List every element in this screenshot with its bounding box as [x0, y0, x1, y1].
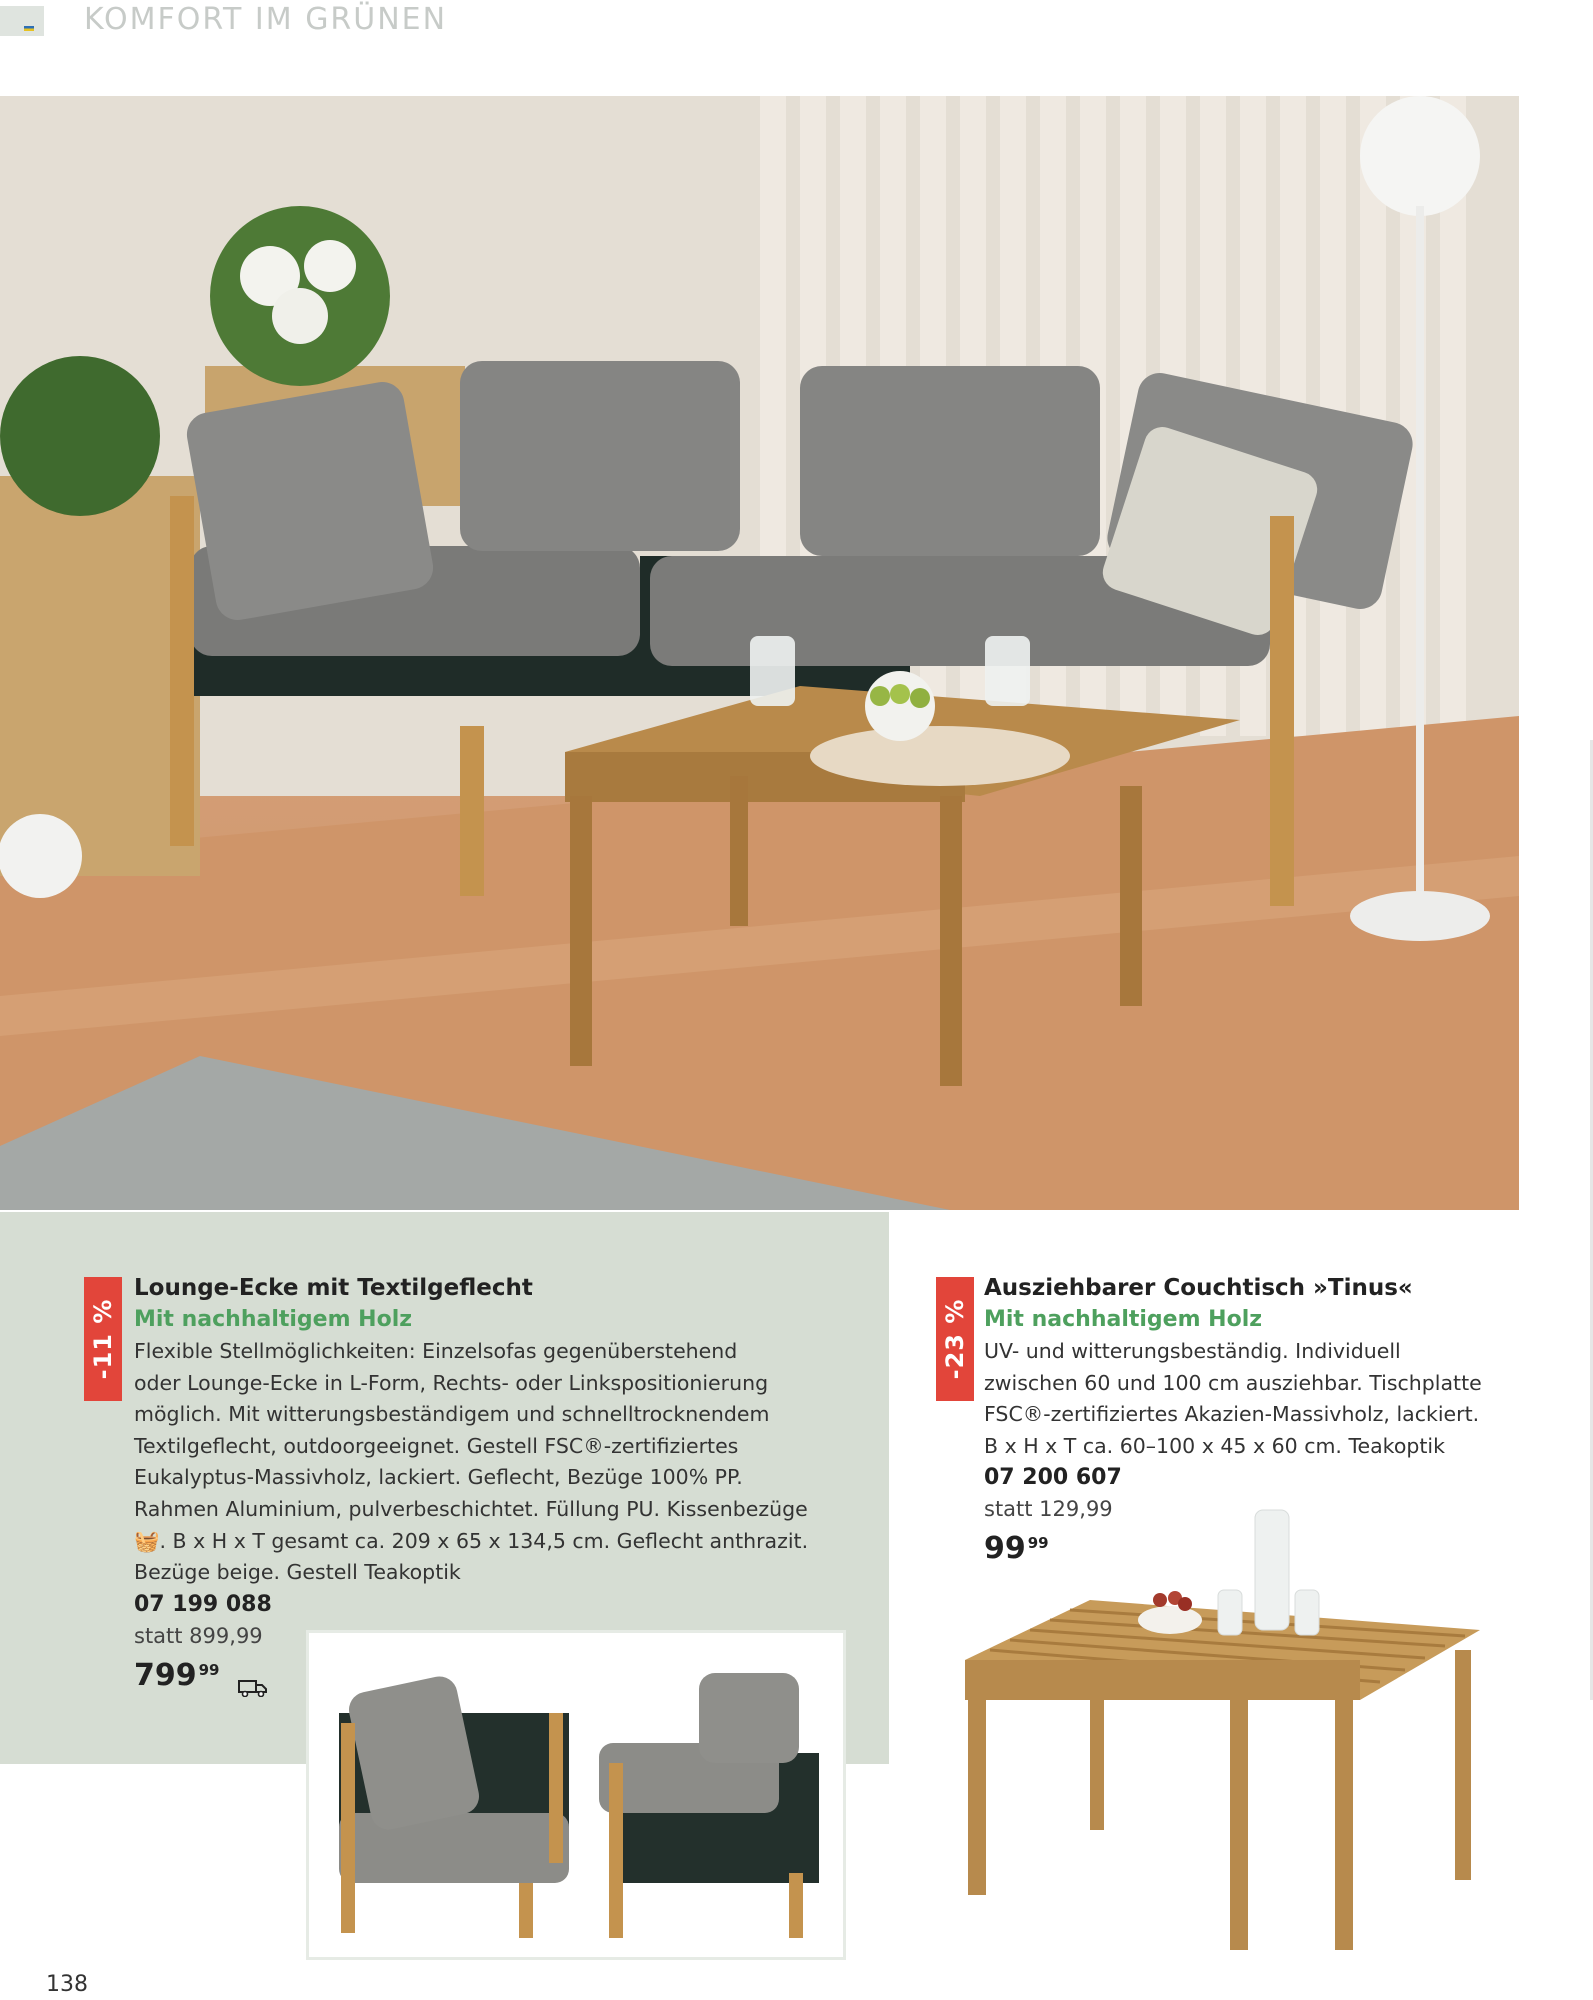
- header-tab: [0, 6, 44, 36]
- discount-badge: -23 %: [936, 1277, 974, 1401]
- article-number: 07 199 088: [134, 1591, 272, 1617]
- product-description: UV- und witterungsbeständig. Individuell zwischen 60 und 100 cm ausziehbar. Tischplatte FSC®-zertifiziertes Akazien-Massivholz, lackiert. B x H x T ca. 60–100 x 45 x 60 cm. Teakoptik: [984, 1339, 1482, 1458]
- product-detail-image: [306, 1630, 846, 1960]
- lounge-scene-illustration: [0, 96, 1519, 1210]
- was-price: statt 129,99: [984, 1497, 1113, 1522]
- discount-badge: -11 %: [84, 1277, 122, 1401]
- price-cents: 99: [1027, 1534, 1049, 1553]
- price-cents: 99: [198, 1660, 220, 1679]
- coffee-table-image: [950, 1500, 1490, 1970]
- delivery-truck-icon: [238, 1670, 268, 1688]
- product-title: Lounge-Ecke mit Textilgeflecht: [134, 1275, 533, 1301]
- price-main: 799: [134, 1657, 197, 1693]
- page-number: 138: [46, 1972, 88, 1997]
- product-subtitle: Mit nachhaltigem Holz: [134, 1307, 413, 1332]
- single-sofas-illustration: [309, 1633, 846, 1960]
- price-main: 99: [984, 1531, 1026, 1567]
- coffee-table-illustration: [950, 1500, 1490, 1970]
- section-title: KOMFORT IM GRÜNEN: [84, 2, 448, 37]
- hero-image: [0, 96, 1519, 1210]
- flag-icon: [24, 26, 34, 31]
- product-description: Flexible Stellmöglichkeiten: Einzelsofas gegenüberstehend oder Lounge-Ecke in L-Form, Rechts- oder Linkspositionierung möglich. Mit witterungsbeständigem und schnelltrocknendem Textilgeflecht, outdoorgeeignet. Gestell FSC®-zertifiziertes Eukalyptus-Massivholz, lackiert. Geflecht, Bezüge 100% PP. Rahmen Aluminium, pulverbeschichtet. Füllung PU. Kissenbezüge 🧺. B x H x T gesamt ca. 209 x 65 x 134,5 cm. Geflecht anthrazit. Bezüge beige. Gestell Teakoptik: [134, 1339, 809, 1585]
- was-price: statt 899,99: [134, 1623, 263, 1648]
- product-title: Ausziehbarer Couchtisch »Tinus«: [984, 1275, 1413, 1301]
- article-number: 07 200 607: [984, 1465, 1122, 1491]
- product-subtitle: Mit nachhaltigem Holz: [984, 1307, 1263, 1332]
